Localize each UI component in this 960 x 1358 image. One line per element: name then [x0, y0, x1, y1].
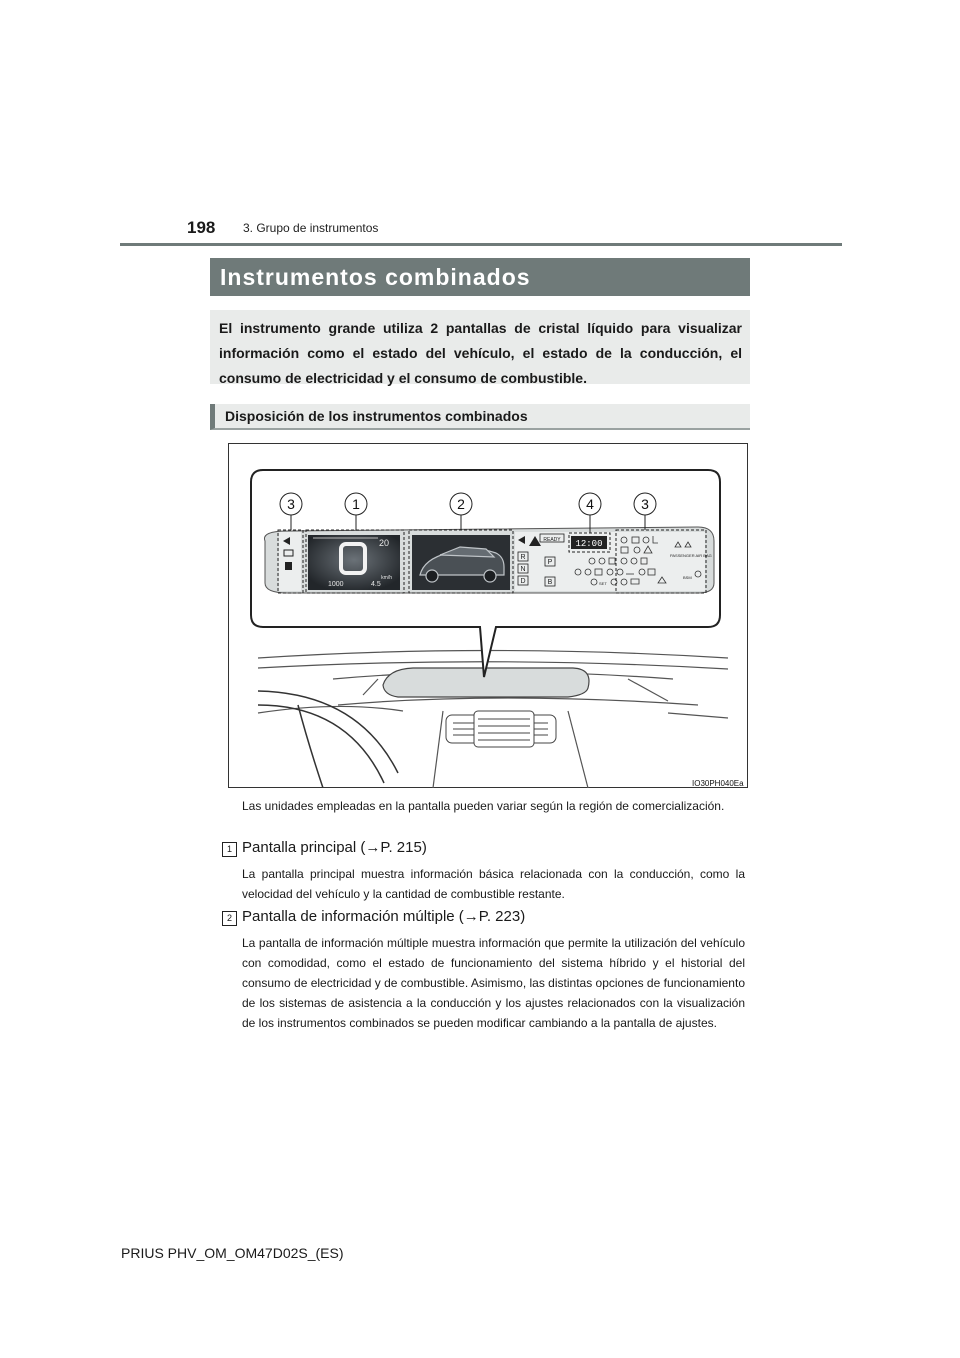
section-title: Instrumentos combinados — [210, 258, 750, 296]
figure-code: IO30PH040Ea — [692, 779, 744, 788]
item-marker: 1 — [222, 842, 237, 857]
footer-document-code: PRIUS PHV_OM_OM47D02S_(ES) — [121, 1245, 344, 1261]
gear-r: R — [520, 554, 526, 561]
clock-value: 12:00 — [575, 539, 603, 549]
set-label: SET — [599, 581, 607, 586]
header-rule — [120, 243, 842, 246]
bsm-label: BSM — [683, 575, 692, 580]
item-body-multi-info-display: La pantalla de información múltiple muestra información que permite la utilización del vehículo con comodidad, como el estado de funcionamiento del sistema híbrido y el historial del consumo de electricidad y de combustible. Asimismo, las distintas opciones de funcionamiento de los sistemas de asistencia a la conducción y los ajustes relacionados con la visualización de los instrumentos combinados se pueden modificar cambiando a la pantalla de ajustes. — [242, 936, 745, 1030]
callout-4: 4 — [586, 496, 594, 512]
range-value: 20 — [378, 538, 389, 548]
air-vents — [446, 711, 556, 747]
item-marker: 2 — [222, 911, 237, 926]
item-body-main-display: La pantalla principal muestra información básica relacionada con la conducción, como la velocidad del vehículo y la cantidad de combustible restante. — [242, 867, 745, 901]
odometer-value: 1000 — [328, 581, 344, 588]
gear-d: D — [520, 578, 526, 585]
callout-3-right: 3 — [641, 496, 649, 512]
units-note: Las unidades empleadas en la pantalla pueden variar según la región de comercialización. — [242, 799, 725, 813]
subsection-title: Disposición de los instrumentos combinados — [210, 404, 750, 430]
gear-b: B — [547, 579, 553, 586]
steering-wheel — [258, 691, 398, 788]
gear-p: P — [547, 559, 553, 566]
callout-3-left: 3 — [287, 496, 295, 512]
callout-2: 2 — [457, 496, 465, 512]
instrument-cluster-illustration — [228, 443, 748, 788]
passenger-airbag-label: PASSENGER AIR BAG — [670, 553, 712, 558]
chapter-title: 3. Grupo de instrumentos — [243, 221, 379, 235]
item-title-multi-info-display: Pantalla de información múltiple (→P. 223) — [242, 908, 526, 925]
consumption-value: 4.5 — [371, 581, 381, 588]
page-number: 198 — [187, 218, 216, 237]
intro-box: El instrumento grande utiliza 2 pantallas de cristal líquido para visualizar información como el estado del vehículo, el estado de la conducción, el consumo de electricidad y el consumo de combustible. — [210, 310, 750, 384]
item-title-main-display: Pantalla principal (→P. 215) — [242, 839, 427, 856]
speed-unit: km/h — [381, 575, 392, 581]
ready-indicator: READY — [543, 537, 561, 543]
callout-1: 1 — [352, 496, 360, 512]
gear-n: N — [520, 566, 526, 573]
